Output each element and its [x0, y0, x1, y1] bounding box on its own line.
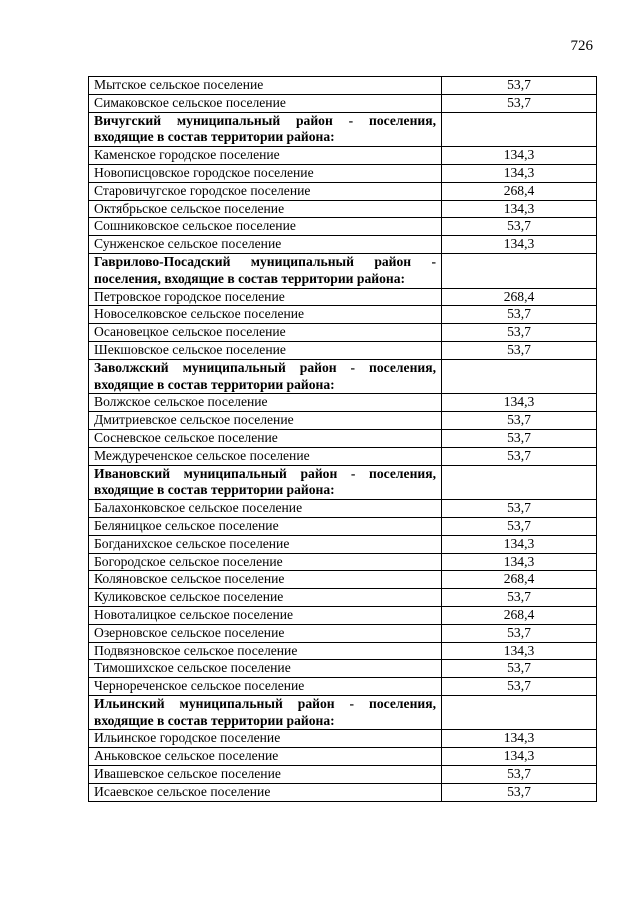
- district-header-row: [89, 112, 597, 147]
- settlement-name: Симаковское сельское поселение: [89, 94, 442, 112]
- table-row: [89, 236, 597, 254]
- settlement-name: Беляницкое сельское поселение: [89, 517, 442, 535]
- settlement-name: Шекшовское сельское поселение: [89, 341, 442, 359]
- settlement-name: Подвязновское сельское поселение: [89, 642, 442, 660]
- settlement-value: 134,3: [442, 200, 597, 218]
- table-row: [89, 306, 597, 324]
- table-row: [89, 678, 597, 696]
- settlement-value: [442, 465, 597, 500]
- settlement-value: 53,7: [442, 624, 597, 642]
- district-header: Гаврилово-Посадский муниципальный район - поселения, входящие в состав территории района:: [89, 253, 442, 288]
- table-row: [89, 324, 597, 342]
- settlement-value: 134,3: [442, 535, 597, 553]
- settlement-value: 134,3: [442, 748, 597, 766]
- settlement-value: [442, 253, 597, 288]
- settlements-table: [88, 76, 597, 802]
- settlement-name: Исаевское сельское поселение: [89, 783, 442, 801]
- table-row: [89, 164, 597, 182]
- district-header: Вичугский муниципальный район - поселения, входящие в состав территории района:: [89, 112, 442, 147]
- district-header-row: [89, 253, 597, 288]
- settlement-value: 134,3: [442, 642, 597, 660]
- settlement-value: 53,7: [442, 447, 597, 465]
- settlement-value: 134,3: [442, 164, 597, 182]
- settlement-value: 53,7: [442, 94, 597, 112]
- settlement-name: Ивашевское сельское поселение: [89, 766, 442, 784]
- settlement-name: Дмитриевское сельское поселение: [89, 412, 442, 430]
- table-row: [89, 642, 597, 660]
- settlement-name: Богородское сельское поселение: [89, 553, 442, 571]
- table-row: [89, 766, 597, 784]
- table-row: [89, 783, 597, 801]
- table-row: [89, 571, 597, 589]
- settlement-value: 53,7: [442, 324, 597, 342]
- settlement-value: 53,7: [442, 678, 597, 696]
- page-number: 726: [570, 38, 593, 54]
- district-header-row: [89, 695, 597, 730]
- table-row: [89, 412, 597, 430]
- settlement-name: Коляновское сельское поселение: [89, 571, 442, 589]
- district-header-row: [89, 465, 597, 500]
- settlement-value: 134,3: [442, 730, 597, 748]
- settlement-name: Чернореченское сельское поселение: [89, 678, 442, 696]
- district-header-row: [89, 359, 597, 394]
- settlement-value: [442, 695, 597, 730]
- settlement-value: 53,7: [442, 77, 597, 95]
- settlement-name: Сошниковское сельское поселение: [89, 218, 442, 236]
- table-row: [89, 589, 597, 607]
- settlement-value: 53,7: [442, 341, 597, 359]
- settlement-name: Мытское сельское поселение: [89, 77, 442, 95]
- settlement-name: Тимошихское сельское поселение: [89, 660, 442, 678]
- table-row: [89, 517, 597, 535]
- table-row: [89, 535, 597, 553]
- settlement-name: Каменское городское поселение: [89, 147, 442, 165]
- table-row: [89, 748, 597, 766]
- settlement-name: Озерновское сельское поселение: [89, 624, 442, 642]
- settlement-name: Сосневское сельское поселение: [89, 429, 442, 447]
- settlement-name: Старовичугское городское поселение: [89, 182, 442, 200]
- settlement-name: Сунженское сельское поселение: [89, 236, 442, 254]
- table-row: [89, 77, 597, 95]
- district-header: Ивановский муниципальный район - поселения, входящие в состав территории района:: [89, 465, 442, 500]
- settlement-value: 53,7: [442, 766, 597, 784]
- table-row: [89, 500, 597, 518]
- table-row: [89, 553, 597, 571]
- district-header: Ильинский муниципальный район - поселения, входящие в состав территории района:: [89, 695, 442, 730]
- settlement-value: 134,3: [442, 147, 597, 165]
- table-row: [89, 730, 597, 748]
- settlement-name: Волжское сельское поселение: [89, 394, 442, 412]
- settlement-value: 268,4: [442, 182, 597, 200]
- table-row: [89, 429, 597, 447]
- settlement-value: 53,7: [442, 589, 597, 607]
- settlement-name: Ильинское городское поселение: [89, 730, 442, 748]
- settlement-name: Куликовское сельское поселение: [89, 589, 442, 607]
- settlements-table-body: [89, 77, 597, 802]
- table-row: [89, 218, 597, 236]
- table-row: [89, 341, 597, 359]
- table-row: [89, 447, 597, 465]
- settlement-value: [442, 359, 597, 394]
- settlement-name: Балахонковское сельское поселение: [89, 500, 442, 518]
- table-row: [89, 200, 597, 218]
- settlement-name: Октябрьское сельское поселение: [89, 200, 442, 218]
- table-row: [89, 147, 597, 165]
- settlement-value: 53,7: [442, 500, 597, 518]
- settlement-value: 53,7: [442, 517, 597, 535]
- table-row: [89, 624, 597, 642]
- settlement-name: Аньковское сельское поселение: [89, 748, 442, 766]
- settlement-name: Осановецкое сельское поселение: [89, 324, 442, 342]
- settlement-name: Междуреченское сельское поселение: [89, 447, 442, 465]
- settlement-value: 268,4: [442, 571, 597, 589]
- table-row: [89, 394, 597, 412]
- settlement-value: 53,7: [442, 783, 597, 801]
- settlement-value: 53,7: [442, 218, 597, 236]
- table-row: [89, 606, 597, 624]
- district-header: Заволжский муниципальный район - поселения, входящие в состав территории района:: [89, 359, 442, 394]
- settlement-value: 53,7: [442, 429, 597, 447]
- settlement-name: Новоселковское сельское поселение: [89, 306, 442, 324]
- table-row: [89, 288, 597, 306]
- table-row: [89, 182, 597, 200]
- table-row: [89, 660, 597, 678]
- settlement-value: 134,3: [442, 394, 597, 412]
- settlement-value: 53,7: [442, 412, 597, 430]
- settlement-value: 53,7: [442, 660, 597, 678]
- settlement-value: [442, 112, 597, 147]
- settlement-value: 134,3: [442, 553, 597, 571]
- settlement-value: 268,4: [442, 288, 597, 306]
- settlement-value: 53,7: [442, 306, 597, 324]
- table-row: [89, 94, 597, 112]
- settlement-name: Богданихское сельское поселение: [89, 535, 442, 553]
- settlement-name: Новописцовское городское поселение: [89, 164, 442, 182]
- settlement-value: 134,3: [442, 236, 597, 254]
- settlement-value: 268,4: [442, 606, 597, 624]
- settlement-name: Петровское городское поселение: [89, 288, 442, 306]
- settlement-name: Новоталицкое сельское поселение: [89, 606, 442, 624]
